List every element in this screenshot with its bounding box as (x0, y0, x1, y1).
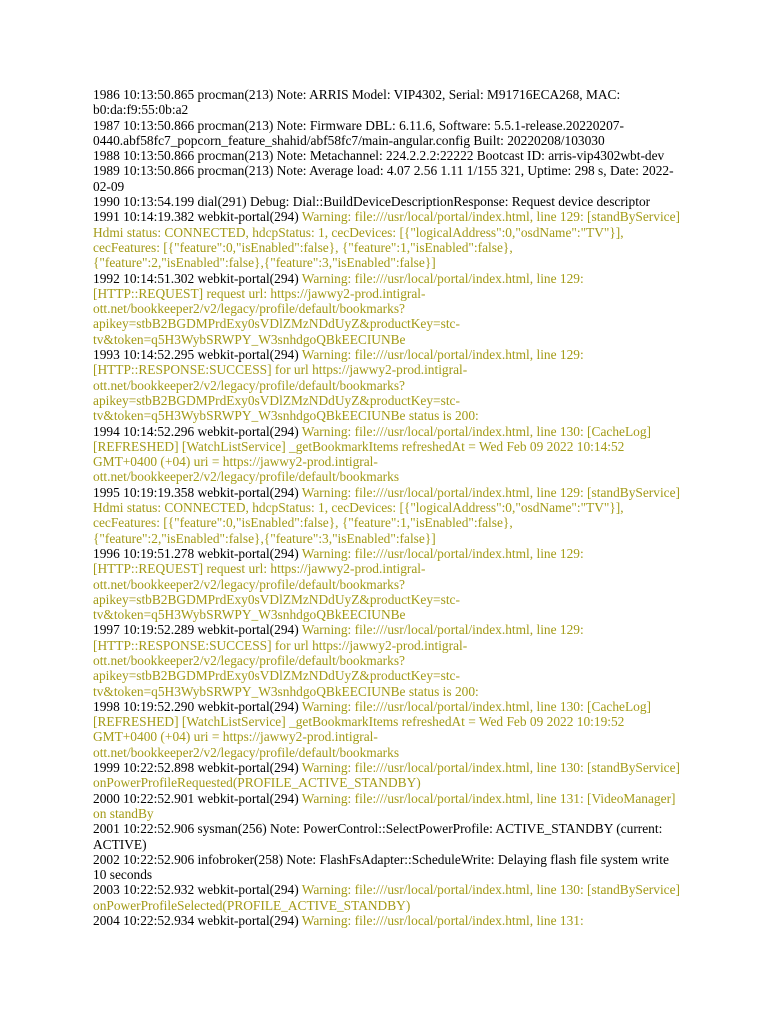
log-entry-prefix: 1995 10:19:19.358 webkit-portal(294) (93, 484, 302, 500)
log-entry (93, 87, 683, 118)
log-entry (93, 622, 683, 698)
log-entry-message: Note: Firmware DBL: 6.11.6, Software: 5.5.1-release.20220207-0440.abf58fc7_popcorn_feature_shahid/abf58fc7/main-angular.config Built: 20220208/103030 (93, 117, 624, 148)
log-entry-prefix: 2003 10:22:52.932 webkit-portal(294) (93, 882, 302, 898)
log-entry-prefix: 1994 10:14:52.296 webkit-portal(294) (93, 423, 302, 439)
log-entry-prefix: 1996 10:19:51.278 webkit-portal(294) (93, 545, 302, 561)
log-entry (93, 821, 683, 852)
log-entry (93, 852, 683, 883)
log-entry-prefix: 2004 10:22:52.934 webkit-portal(294) (93, 913, 302, 929)
log-entry (93, 882, 683, 913)
log-entry (93, 271, 683, 347)
log-entry-prefix: 1993 10:14:52.295 webkit-portal(294) (93, 347, 302, 363)
log-entry-message: Debug: Dial::BuildDeviceDescriptionResponse: Request device descriptor (249, 194, 651, 210)
log-entry (93, 760, 683, 791)
log-entry (93, 163, 683, 194)
log-entry-message: Warning: file:///usr/local/portal/index.html, line 130: [standByService] onPowerProfileSelected(PROFILE_ACTIVE_STANDBY) (93, 882, 681, 913)
log-output (93, 87, 683, 928)
log-entry (93, 118, 683, 149)
log-entry-prefix: 1987 10:13:50.866 procman(213) (93, 117, 277, 133)
log-entry-prefix: 2000 10:22:52.901 webkit-portal(294) (93, 790, 302, 806)
log-entry-message: Note: ARRIS Model: VIP4302, Serial: M91716ECA268, MAC: b0:da:f9:55:0b:a2 (93, 87, 621, 118)
log-entry-message: Warning: file:///usr/local/portal/index.html, line 131: [VideoManager] on standBy (93, 790, 676, 821)
log-entry-message: Warning: file:///usr/local/portal/index.html, line 131: (301, 913, 584, 929)
log-entry (93, 485, 683, 546)
log-entry (93, 194, 683, 209)
log-entry-prefix: 2001 10:22:52.906 sysman(256) (93, 821, 271, 837)
log-entry-message: Note: Average load: 4.07 2.56 1.11 1/155 321, Uptime: 298 s, Date: 2022-02-09 (93, 163, 674, 194)
log-entry-message: Note: Metachannel: 224.2.2.2:22222 Bootcast ID: arris-vip4302wbt-dev (276, 148, 665, 164)
log-entry-message: Warning: file:///usr/local/portal/index.html, line 129: [standByService] Hdmi status: CONNECTED, hdcpStatus: 1, cecDevices: [{"logicalAddress":0,"osdName":"TV"}], cecFeatures: [{"feature":0,"isEnabled":false}, {"feature":1,"isEnabled":false},{"feature":2,"isEnabled":false},{"feature":3,"isEnabled":false}] (93, 484, 681, 546)
log-entry (93, 791, 683, 822)
log-entry-prefix: 1998 10:19:52.290 webkit-portal(294) (93, 698, 302, 714)
log-entry-message: Warning: file:///usr/local/portal/index.html, line 129: [HTTP::REQUEST] request url: https://jawwy2-prod.intigral-ott.net/bookkeeper2/v2/legacy/profile/default/bookmarks?apikey=stbB2BGDMPrdExy0sVDlZMzNDdUyZ&productKey=stc-tv&token=q5H3WybSRWPY_W3snhdgoQBkEECIUNBe (93, 270, 584, 347)
log-entry-prefix: 1988 10:13:50.866 procman(213) (93, 148, 277, 164)
log-entry (93, 913, 683, 928)
log-entry-prefix: 1997 10:19:52.289 webkit-portal(294) (93, 622, 302, 638)
log-entry-message: Warning: file:///usr/local/portal/index.html, line 129: [standByService] Hdmi status: CONNECTED, hdcpStatus: 1, cecDevices: [{"logicalAddress":0,"osdName":"TV"}], cecFeatures: [{"feature":0,"isEnabled":false}, {"feature":1,"isEnabled":false},{"feature":2,"isEnabled":false},{"feature":3,"isEnabled":false}] (93, 209, 681, 271)
log-entry-prefix: 2002 10:22:52.906 infobroker(258) (93, 851, 287, 867)
log-entry (93, 148, 683, 163)
log-entry (93, 546, 683, 622)
log-entry-message: Warning: file:///usr/local/portal/index.html, line 130: [CacheLog] [REFRESHED] [WatchListService] _getBookmarkItems refreshedAt = Wed Feb 09 2022 10:19:52 GMT+0400 (+04) uri = https://jawwy2-prod.intigral-ott.net/bookkeeper2/v2/legacy/profile/default/bookmarks (93, 698, 652, 760)
log-entry (93, 209, 683, 270)
log-entry-prefix: 1989 10:13:50.866 procman(213) (93, 163, 277, 179)
log-entry (93, 699, 683, 760)
log-entry-prefix: 1992 10:14:51.302 webkit-portal(294) (93, 270, 302, 286)
log-entry-prefix: 1990 10:13:54.199 dial(291) (93, 194, 250, 210)
log-entry-prefix: 1986 10:13:50.865 procman(213) (93, 87, 277, 102)
log-entry-message: Warning: file:///usr/local/portal/index.html, line 130: [standByService] onPowerProfileRequested(PROFILE_ACTIVE_STANDBY) (93, 760, 681, 791)
log-entry-message: Note: FlashFsAdapter::ScheduleWrite: Delaying flash file system write 10 seconds (93, 851, 669, 883)
log-entry-message: Note: PowerControl::SelectPowerProfile: ACTIVE_STANDBY (current: ACTIVE) (93, 821, 663, 852)
log-entry (93, 424, 683, 485)
log-entry-message: Warning: file:///usr/local/portal/index.html, line 129: [HTTP::REQUEST] request url: https://jawwy2-prod.intigral-ott.net/bookkeeper2/v2/legacy/profile/default/bookmarks?apikey=stbB2BGDMPrdExy0sVDlZMzNDdUyZ&productKey=stc-tv&token=q5H3WybSRWPY_W3snhdgoQBkEECIUNBe (93, 545, 584, 623)
log-entry-message: Warning: file:///usr/local/portal/index.html, line 129: [HTTP::RESPONSE:SUCCESS] for url https://jawwy2-prod.intigral-ott.net/bookkeeper2/v2/legacy/profile/default/bookmarks?apikey=stbB2BGDMPrdExy0sVDlZMzNDdUyZ&productKey=stc-tv&token=q5H3WybSRWPY_W3snhdgoQBkEECIUNBe status is 200: (93, 347, 584, 424)
log-entry (93, 347, 683, 423)
log-entry-message: Warning: file:///usr/local/portal/index.html, line 130: [CacheLog] [REFRESHED] [WatchListService] _getBookmarkItems refreshedAt = Wed Feb 09 2022 10:14:52 GMT+0400 (+04) uri = https://jawwy2-prod.intigral-ott.net/bookkeeper2/v2/legacy/profile/default/bookmarks (93, 423, 652, 485)
log-entry-prefix: 1999 10:22:52.898 webkit-portal(294) (93, 760, 302, 776)
log-entry-message: Warning: file:///usr/local/portal/index.html, line 129: [HTTP::RESPONSE:SUCCESS] for url https://jawwy2-prod.intigral-ott.net/bookkeeper2/v2/legacy/profile/default/bookmarks?apikey=stbB2BGDMPrdExy0sVDlZMzNDdUyZ&productKey=stc-tv&token=q5H3WybSRWPY_W3snhdgoQBkEECIUNBe status is 200: (93, 622, 584, 699)
log-entry-prefix: 1991 10:14:19.382 webkit-portal(294) (93, 209, 302, 225)
